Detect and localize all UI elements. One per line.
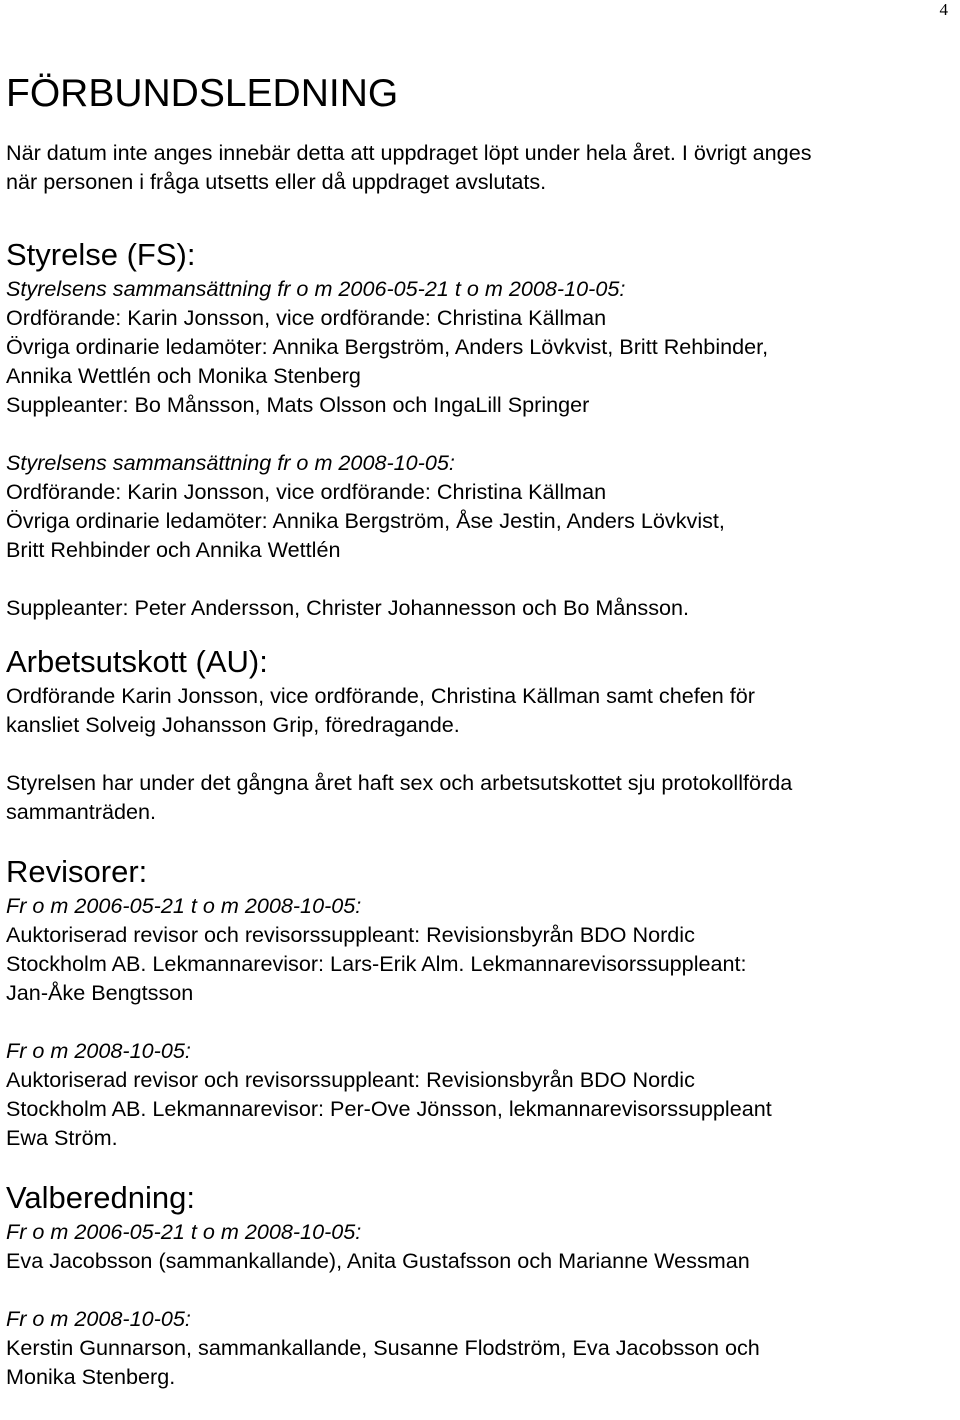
valberedning-period2-label: Fr o m 2008-10-05: [6, 1306, 191, 1331]
valberedning-period2-line: Monika Stenberg. [6, 1364, 176, 1389]
revisorer-period1-label: Fr o m 2006-05-21 t o m 2008-10-05: [6, 893, 362, 918]
page-number: 4 [939, 0, 948, 19]
styrelse-period1-line: Suppleanter: Bo Månsson, Mats Olsson och IngaLill Springer [6, 392, 590, 417]
styrelse-section [6, 236, 950, 622]
revisorer-period1-line: Jan-Åke Bengtsson [6, 980, 194, 1005]
revisorer-period2-line: Auktoriserad revisor och revisorssuppleant: Revisionsbyrån BDO Nordic [6, 1067, 695, 1092]
valberedning-period1-label: Fr o m 2006-05-21 t o m 2008-10-05: [6, 1219, 362, 1244]
meetings-line: sammanträden. [6, 799, 157, 824]
revisorer-period1-line: Auktoriserad revisor och revisorssuppleant: Revisionsbyrån BDO Nordic [6, 922, 695, 947]
valberedning-period2-line: Kerstin Gunnarson, sammankallande, Susanne Flodström, Eva Jacobsson och [6, 1335, 760, 1360]
styrelse-period1-line: Ordförande: Karin Jonsson, vice ordförande: Christina Källman [6, 305, 607, 330]
revisorer-period2-label: Fr o m 2008-10-05: [6, 1038, 191, 1063]
valberedning-heading: Valberedning: [6, 1180, 196, 1215]
intro-line: när personen i fråga utsetts eller då uppdraget avslutats. [6, 169, 547, 194]
arbetsutskott-heading: Arbetsutskott (AU): [6, 644, 268, 679]
intro-paragraph [6, 138, 950, 196]
styrelse-period2-line: Britt Rehbinder och Annika Wettlén [6, 537, 341, 562]
document-body [6, 68, 950, 1391]
revisorer-period1-line: Stockholm AB. Lekmannarevisor: Lars-Erik Alm. Lekmannarevisorssuppleant: [6, 951, 747, 976]
valberedning-period1-line: Eva Jacobsson (sammankallande), Anita Gustafsson och Marianne Wessman [6, 1248, 750, 1273]
styrelse-period1-line: Övriga ordinarie ledamöter: Annika Bergström, Anders Lövkvist, Britt Rehbinder, [6, 334, 769, 359]
revisorer-period2-line: Stockholm AB. Lekmannarevisor: Per-Ove Jönsson, lekmannarevisorssuppleant [6, 1096, 772, 1121]
styrelse-period1-line: Annika Wettlén och Monika Stenberg [6, 363, 361, 388]
revisorer-period2-line: Ewa Ström. [6, 1125, 118, 1150]
revisorer-section [6, 853, 950, 1152]
styrelse-period1-label: Styrelsens sammansättning fr o m 2006-05-21 t o m 2008-10-05: [6, 276, 626, 301]
intro-line: När datum inte anges innebär detta att uppdraget löpt under hela året. I övrigt anges [6, 140, 812, 165]
revisorer-heading: Revisorer: [6, 854, 148, 889]
styrelse-period2-label: Styrelsens sammansättning fr o m 2008-10-05: [6, 450, 455, 475]
arbetsutskott-section [6, 643, 950, 826]
styrelse-heading: Styrelse (FS): [6, 237, 196, 272]
page-title: FÖRBUNDSLEDNING [6, 72, 399, 115]
arbetsutskott-line: kansliet Solveig Johansson Grip, föredragande. [6, 712, 460, 737]
styrelse-period2-suppleanter: Suppleanter: Peter Andersson, Christer Johannesson och Bo Månsson. [6, 595, 690, 620]
arbetsutskott-line: Ordförande Karin Jonsson, vice ordförande, Christina Källman samt chefen för [6, 683, 755, 708]
valberedning-section [6, 1179, 950, 1391]
styrelse-period2-line: Ordförande: Karin Jonsson, vice ordförande: Christina Källman [6, 479, 607, 504]
meetings-line: Styrelsen har under det gångna året haft sex och arbetsutskottet sju protokollförda [6, 770, 793, 795]
styrelse-period2-line: Övriga ordinarie ledamöter: Annika Bergström, Åse Jestin, Anders Lövkvist, [6, 508, 725, 533]
